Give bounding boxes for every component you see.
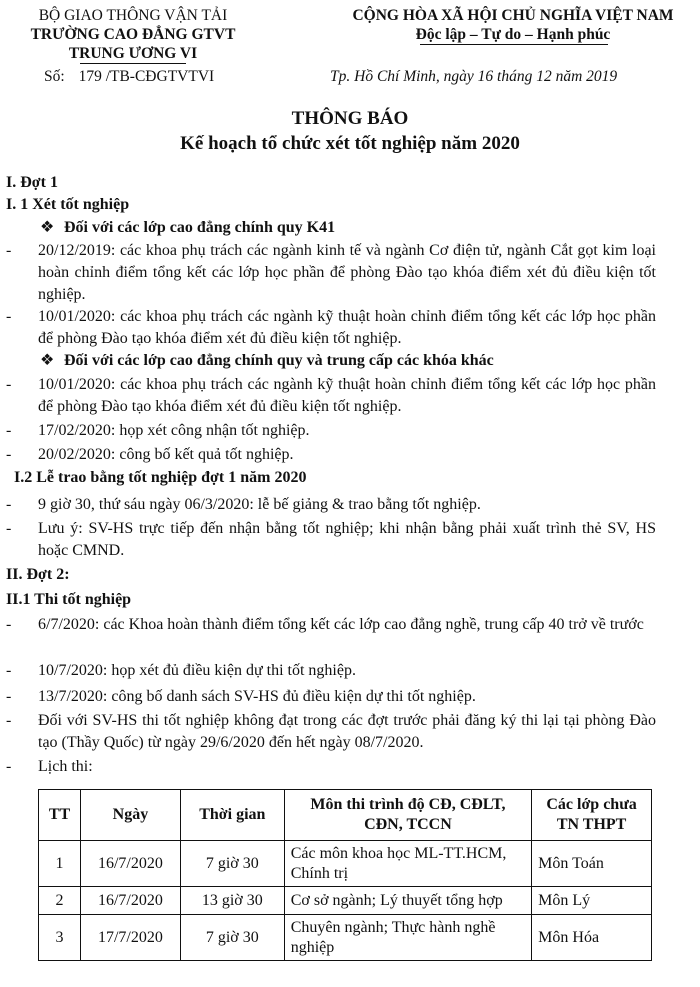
- dash-icon: -: [6, 616, 12, 633]
- reference-label: Số:: [44, 68, 65, 85]
- table-cell: 1: [39, 841, 81, 887]
- list-item-text: Lưu ý: SV-HS trực tiếp đến nhận bằng tốt nghiệp; khi nhận bằng phải xuất trình thẻ SV, HS hoặc CMND.: [38, 520, 656, 559]
- section-1-2-heading: I.2 Lễ trao bằng tốt nghiệp đợt 1 năm 2020: [14, 469, 307, 486]
- document-subtitle: Kế hoạch tổ chức xét tốt nghiệp năm 2020: [180, 133, 520, 154]
- ministry-name: BỘ GIAO THÔNG VẬN TẢI: [38, 7, 228, 24]
- table-cell: Môn Hóa: [532, 915, 652, 961]
- dash-icon: -: [6, 422, 12, 439]
- dash-icon: -: [6, 712, 12, 729]
- issuer-block: [18, 6, 248, 63]
- list-item-text: 17/02/2020: họp xét công nhận tốt nghiệp.: [38, 422, 310, 439]
- motto-underline: [420, 44, 608, 45]
- table-row: [39, 915, 652, 961]
- list-item-text: 20/02/2020: công bố kết quả tốt nghiệp.: [38, 446, 294, 463]
- table-cell: 17/7/2020: [80, 915, 180, 961]
- table-cell: Môn Toán: [532, 841, 652, 887]
- list-item-text: 9 giờ 30, thứ sáu ngày 06/3/2020: lễ bế giảng & trao bằng tốt nghiệp.: [38, 496, 481, 513]
- dash-icon: -: [6, 688, 12, 705]
- issuer-underline: [80, 63, 186, 64]
- table-cell: Các môn khoa học ML-TT.HCM, Chính trị: [284, 841, 531, 887]
- table-cell: Chuyên ngành; Thực hành nghề nghiệp: [284, 915, 531, 961]
- list-item-text: 13/7/2020: công bố danh sách SV-HS đủ điều kiện dự thi tốt nghiệp.: [38, 688, 476, 705]
- column-header: TT: [39, 790, 81, 841]
- table-cell: 13 giờ 30: [180, 887, 284, 915]
- list-item-text: 10/01/2020: các khoa phụ trách các ngành kỹ thuật hoàn chỉnh điểm tổng kết các lớp học phần để phòng Đào tạo khóa điểm xét đủ điều kiện tốt nghiệp.: [38, 308, 656, 347]
- dash-icon: -: [6, 242, 12, 259]
- list-item-text: 20/12/2019: các khoa phụ trách các ngành kinh tế và ngành Cơ điện tử, ngành Cắt gọt kim loại hoàn chỉnh điểm tổng kết các lớp học phần để phòng Đào tạo khóa điểm xét đủ điều kiện tốt nghiệp.: [38, 242, 656, 303]
- school-name-line2: TRUNG ƯƠNG VI: [68, 45, 198, 62]
- diamond-bullet-icon: ❖: [40, 219, 55, 236]
- table-row: [39, 841, 652, 887]
- list-item-text: 10/7/2020: họp xét đủ điều kiện dự thi tốt nghiệp.: [38, 662, 356, 679]
- section-2-1-heading: II.1 Thi tốt nghiệp: [6, 591, 132, 608]
- table-row: [39, 887, 652, 915]
- country-name: CỘNG HÒA XÃ HỘI CHỦ NGHĨA VIỆT NAM: [352, 7, 674, 24]
- dash-icon: -: [6, 308, 12, 325]
- list-item-text: 10/01/2020: các khoa phụ trách các ngành kỹ thuật hoàn chỉnh điểm tổng kết các lớp học phần để phòng Đào tạo khóa điểm xét đủ điều kiện tốt nghiệp.: [38, 376, 656, 415]
- section-2-heading: II. Đợt 2:: [6, 566, 70, 583]
- dash-icon: -: [6, 446, 12, 463]
- section-1-1-heading: I. 1 Xét tốt nghiệp: [6, 196, 130, 213]
- dash-icon: -: [6, 496, 12, 513]
- list-item-text: Đối với SV-HS thi tốt nghiệp không đạt trong các đợt trước phải đăng ký thi lại tại phòng Đào tạo (Thầy Quốc) từ ngày 29/6/2020 đến hết ngày 08/7/2020.: [38, 712, 656, 751]
- list-item-text: 6/7/2020: các Khoa hoàn thành điểm tổng kết các lớp cao đẳng nghề, trung cấp 40 trở về trước: [38, 616, 644, 633]
- table-cell: Môn Lý: [532, 887, 652, 915]
- group-1-heading: [40, 217, 335, 237]
- reference-number: [44, 68, 214, 86]
- group-2-heading-text: Đối với các lớp cao đẳng chính quy và trung cấp các khóa khác: [64, 352, 494, 369]
- table-cell: 16/7/2020: [80, 887, 180, 915]
- table-cell: 7 giờ 30: [180, 915, 284, 961]
- table-cell: 16/7/2020: [80, 841, 180, 887]
- dash-icon: -: [6, 662, 12, 679]
- diamond-bullet-icon: ❖: [40, 352, 55, 369]
- document-title: THÔNG BÁO: [291, 108, 409, 129]
- table-cell: 3: [39, 915, 81, 961]
- table-cell: Cơ sở ngành; Lý thuyết tổng hợp: [284, 887, 531, 915]
- national-motto: Độc lập – Tự do – Hạnh phúc: [415, 26, 611, 43]
- column-header: Ngày: [80, 790, 180, 841]
- column-header: Các lớp chưa TN THPT: [532, 790, 652, 841]
- column-header: Thời gian: [180, 790, 284, 841]
- dash-icon: -: [6, 376, 12, 393]
- reference-value: 179 /TB-CĐGTVTVI: [78, 68, 215, 85]
- group-2-heading: [40, 350, 494, 370]
- section-1-heading: I. Đợt 1: [6, 174, 58, 191]
- dash-icon: -: [6, 758, 12, 775]
- column-header: Môn thi trình độ CĐ, CĐLT, CĐN, TCCN: [284, 790, 531, 841]
- national-motto-block: [338, 6, 688, 44]
- issue-date: Tp. Hồ Chí Minh, ngày 16 tháng 12 năm 2019: [330, 68, 618, 85]
- school-name: TRƯỜNG CAO ĐẲNG GTVT: [30, 26, 236, 43]
- exam-schedule-table: [38, 789, 652, 961]
- group-1-heading-text: Đối với các lớp cao đẳng chính quy K41: [64, 219, 336, 236]
- table-header-row: [39, 790, 652, 841]
- dash-icon: -: [6, 520, 12, 537]
- table-cell: 2: [39, 887, 81, 915]
- table-cell: 7 giờ 30: [180, 841, 284, 887]
- list-item-text: Lịch thi:: [38, 758, 93, 775]
